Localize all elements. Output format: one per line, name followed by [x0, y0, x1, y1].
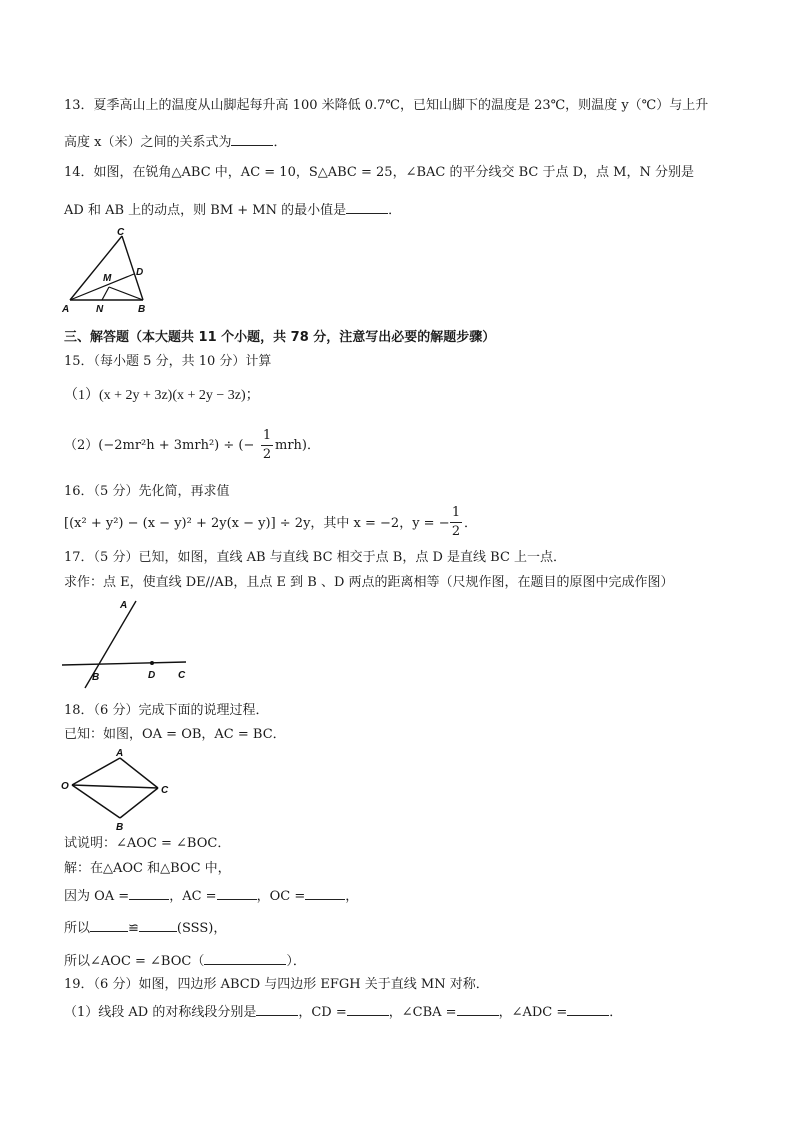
- label-d: D: [148, 670, 156, 681]
- q14-line-2: [64, 201, 401, 219]
- segment-ac: [70, 236, 122, 300]
- q18-line-3: 试说明：∠AOC = ∠BOC．: [64, 836, 231, 851]
- q14-answer-blank[interactable]: [346, 201, 388, 214]
- q19-symmetric-segment-blank[interactable]: [256, 1003, 298, 1016]
- q19-cba-blank[interactable]: [457, 1003, 499, 1016]
- q18-line-6: [64, 919, 226, 937]
- q18-line-1: 18．（6 分）完成下面的说理过程．: [64, 703, 269, 718]
- segment-mn: [102, 287, 109, 300]
- q17-lines-figure: [62, 598, 194, 690]
- q18-oc-blank[interactable]: [305, 887, 345, 900]
- q18-line-5-a: 因为 OA =: [64, 889, 130, 904]
- q13-line-2: [64, 133, 286, 151]
- q13-answer-blank[interactable]: [231, 133, 273, 146]
- q16-fraction-denominator: 2: [451, 524, 461, 539]
- point-d: [150, 661, 154, 665]
- q19-line-2-e: ．: [609, 1005, 623, 1020]
- segment-oc: [72, 785, 158, 788]
- q18-oa-blank[interactable]: [129, 887, 169, 900]
- q15-fraction-bar: [261, 445, 273, 446]
- q15-fraction-denominator: 2: [262, 447, 272, 462]
- label-b: B: [116, 822, 124, 833]
- label-m: M: [103, 273, 112, 284]
- q13-line-2-end: ．: [273, 135, 287, 150]
- q18-line-6-c: (SSS)，: [176, 921, 227, 936]
- label-c: C: [178, 670, 186, 681]
- q19-line-2-a: （1）线段 AD 的对称线段分别是: [64, 1005, 257, 1020]
- q19-line-2-b: ，CD =: [298, 1005, 347, 1020]
- q18-triangle-2-blank[interactable]: [139, 919, 177, 932]
- line-bc: [62, 662, 186, 665]
- q15-fraction-numerator: 1: [262, 428, 272, 443]
- q19-line-2-d: ，∠ADC =: [498, 1005, 568, 1020]
- q19-adc-blank[interactable]: [567, 1003, 609, 1016]
- label-d: D: [136, 267, 144, 278]
- q18-congruent-symbol: ≌: [128, 921, 139, 936]
- label-o: O: [61, 781, 69, 792]
- q15-part-2-tail: mrh)．: [275, 438, 320, 453]
- q13-line-2-text: 高度 x（米）之间的关系式为: [64, 135, 232, 150]
- label-b: B: [92, 672, 100, 683]
- q14-line-2-text: AD 和 AB 上的动点，则 BM + MN 的最小值是: [64, 203, 347, 218]
- q15-part-1: （1）(x + 2y + 3z)(x + 2y − 3z)；: [64, 388, 260, 403]
- q18-line-7-a: 所以∠AOC = ∠BOC（: [64, 954, 205, 969]
- q18-line-4: 解：在△AOC 和△BOC 中，: [64, 861, 231, 876]
- q18-line-5-b: ，AC =: [169, 889, 217, 904]
- q19-line-2-c: ，∠CBA =: [388, 1005, 457, 1020]
- q16-fraction-bar: [450, 522, 462, 523]
- q18-kite-figure: [60, 748, 178, 833]
- segment-oa: [72, 758, 120, 785]
- q18-line-7-b: ）．: [286, 954, 306, 969]
- q14-line-1: 14．如图，在锐角△ABC 中，AC = 10，S△ABC = 25，∠BAC 的平分线交 BC 于点 D，点 M，N 分别是: [64, 165, 694, 180]
- q16-expression-text: [(x² + y²) − (x − y)² + 2y(x − y)] ÷ 2y，其中 x = −2，y = −: [64, 516, 450, 531]
- q18-triangle-1-blank[interactable]: [90, 919, 128, 932]
- label-a: A: [62, 304, 70, 315]
- q19-line-1: 19．（6 分）如图，四边形 ABCD 与四边形 EFGH 关于直线 MN 对称．: [64, 977, 489, 992]
- q14-line-2-end: ．: [388, 203, 402, 218]
- segment-cb: [120, 788, 158, 818]
- q16-fraction-numerator: 1: [451, 505, 461, 520]
- q17-line-2: 求作：点 E，使直线 DE//AB，且点 E 到 B 、D 两点的距离相等（尺规作图，在题目的原图中完成作图）: [64, 575, 674, 590]
- q18-line-6-a: 所以: [64, 921, 91, 936]
- q16-stem: 16．（5 分）先化简，再求值: [64, 484, 230, 499]
- q18-line-5: [64, 887, 358, 905]
- q13-line-1: 13．夏季高山上的温度从山脚起每升高 100 米降低 0.7℃，已知山脚下的温度是 23℃，则温度 y（℃）与上升: [64, 98, 709, 113]
- section-3-heading: 三、解答题（本大题共 11 个小题，共 78 分，注意写出必要的解题步骤）: [64, 330, 496, 345]
- label-n: N: [96, 304, 104, 315]
- label-b: B: [138, 304, 146, 315]
- q18-line-5-c: ，OC =: [256, 889, 306, 904]
- segment-ac: [120, 758, 158, 788]
- segment-mb: [109, 287, 143, 300]
- label-a: A: [120, 600, 128, 611]
- q18-ac-blank[interactable]: [217, 887, 257, 900]
- segment-ad: [70, 274, 134, 300]
- q15-stem: 15．（每小题 5 分，共 10 分）计算: [64, 354, 272, 369]
- q19-line-2: [64, 1003, 622, 1021]
- q18-line-5-d: ，: [345, 889, 359, 904]
- q17-line-1: 17．（5 分）已知，如图，直线 AB 与直线 BC 相交于点 B，点 D 是直线 BC 上一点．: [64, 550, 567, 565]
- q14-triangle-figure: [58, 226, 158, 318]
- q16-expression-end: ．: [464, 516, 478, 531]
- q19-cd-blank[interactable]: [347, 1003, 389, 1016]
- segment-bo: [72, 785, 120, 818]
- label-a: A: [116, 748, 124, 759]
- q18-line-7: [64, 952, 306, 970]
- q18-line-2: 已知：如图，OA = OB，AC = BC．: [64, 727, 286, 742]
- label-c: C: [117, 227, 125, 238]
- label-c: C: [161, 785, 169, 796]
- q15-part-2-expr: （2）(−2mr²h + 3mrh²) ÷ (−: [64, 438, 255, 453]
- q18-reason-blank[interactable]: [204, 952, 286, 965]
